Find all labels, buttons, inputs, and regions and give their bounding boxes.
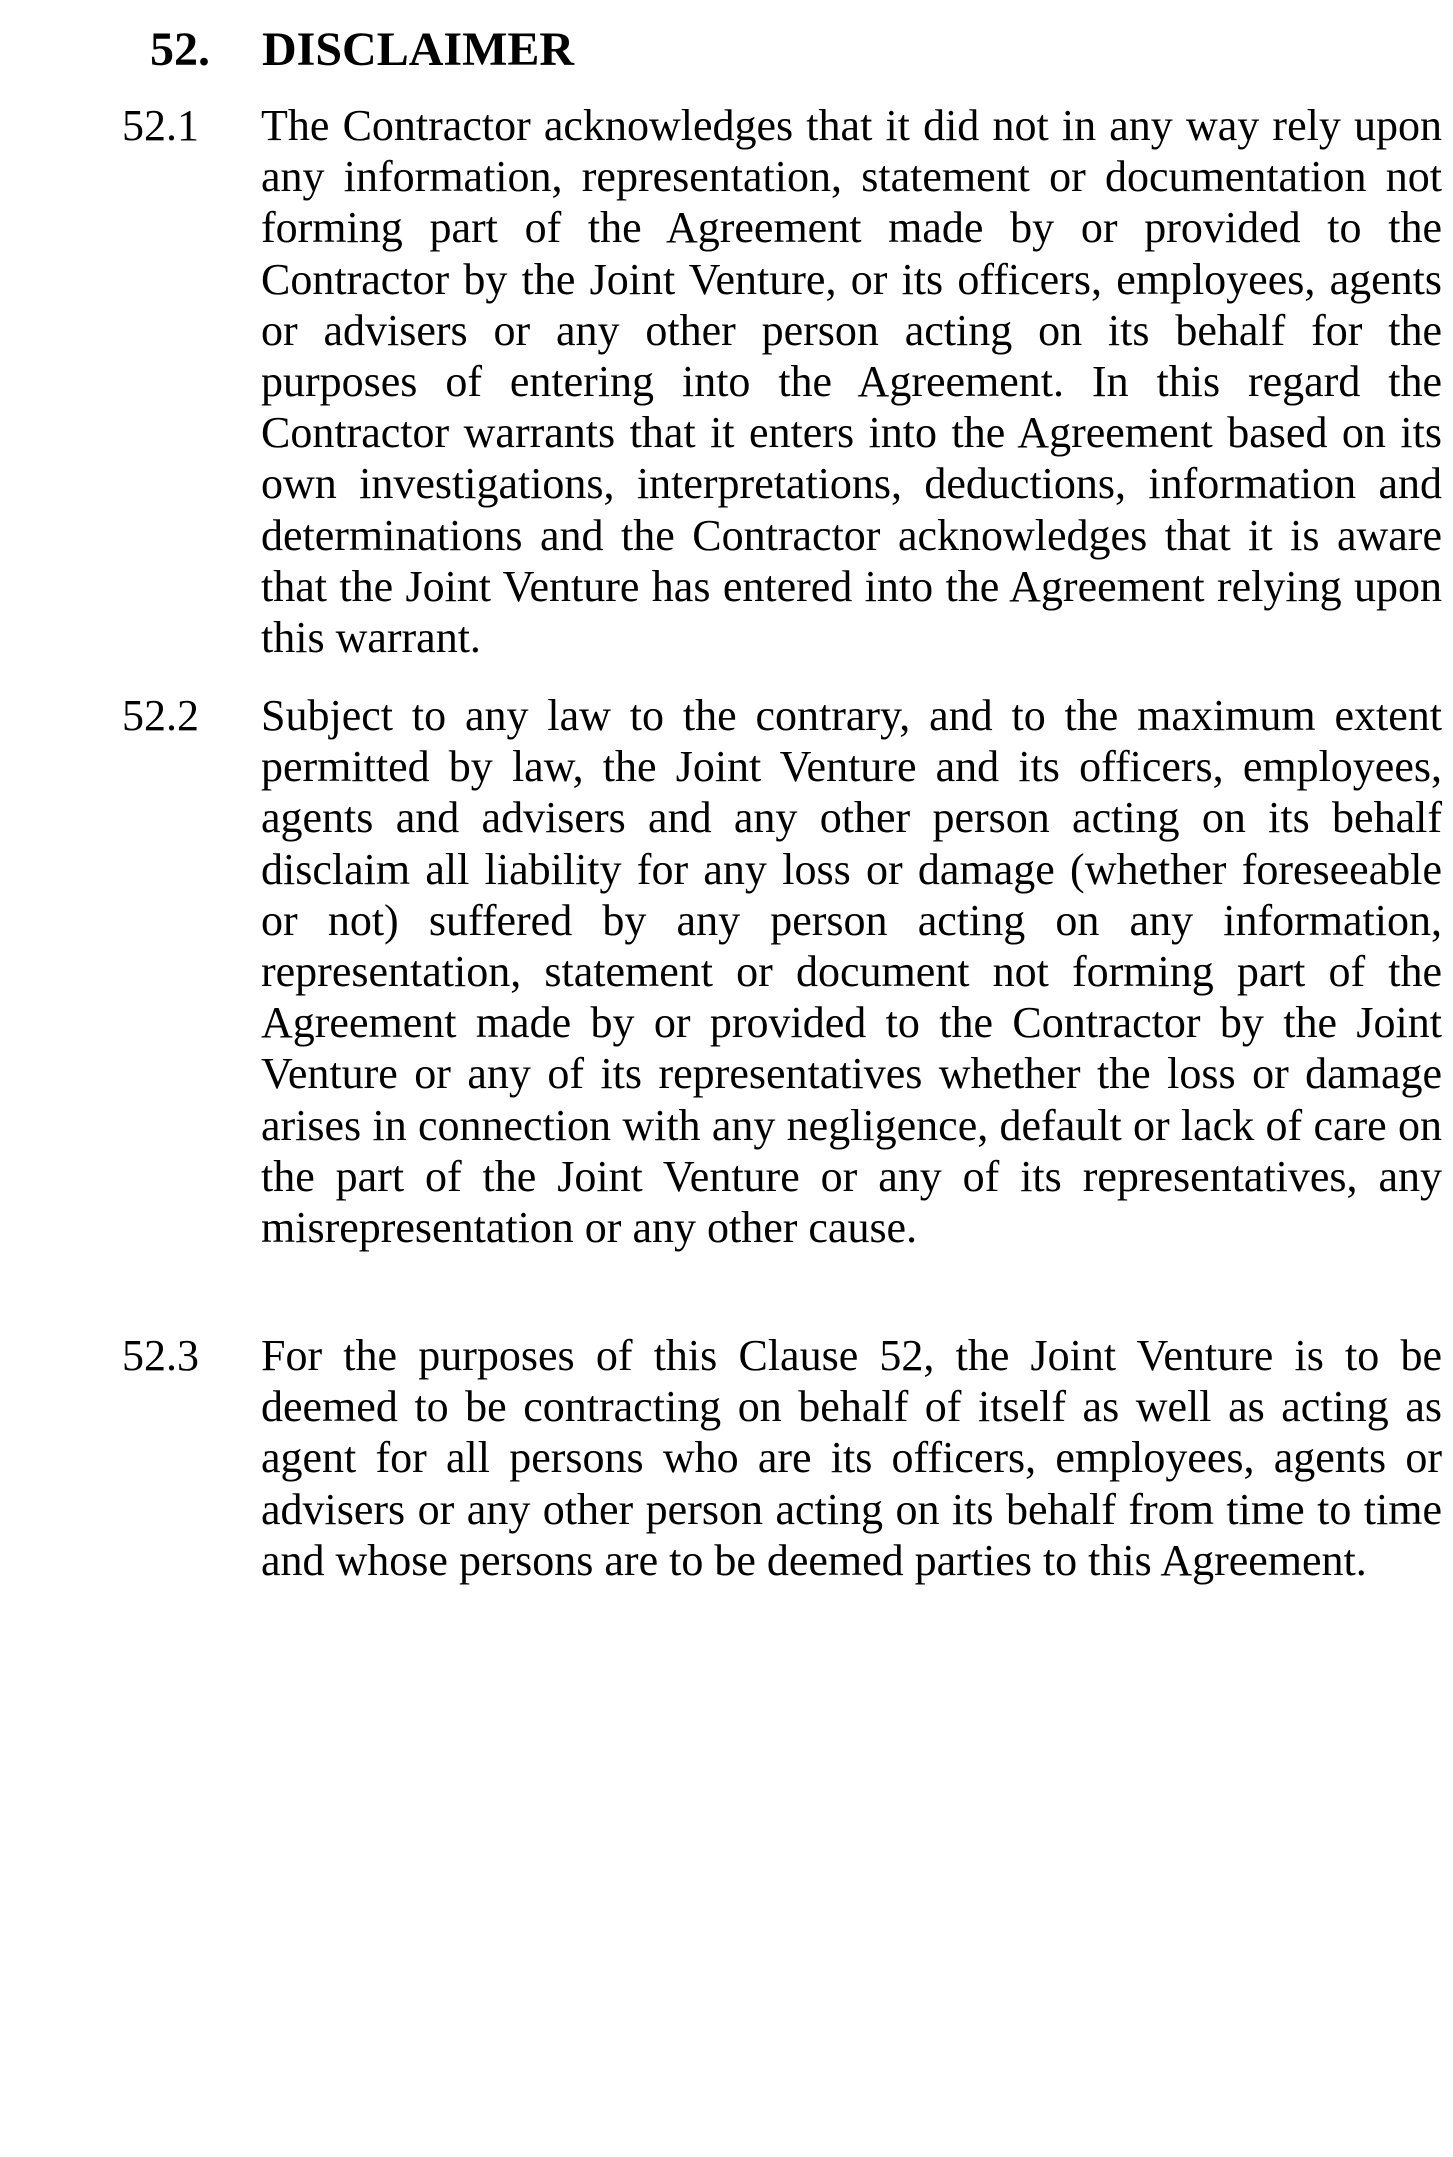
section-number: 52. [150,23,210,76]
clause-text: For the purposes of this Clause 52, the Joint Venture is to be deemed to be contracting on behalf of itself as well as acting as agent for all persons who are its officers, employees, agents or advisers or any other person acting on its behalf from time to time and whose persons are to be deemed parties to this Agreement. [261,1331,1442,1585]
clause-number: 52.3 [122,1331,199,1380]
clause-text: The Contractor acknowledges that it did not in any way rely upon any information, representation, statement or documentation not forming part of the Agreement made by or provided to the Contractor by the Joint Venture, or its officers, employees, agents or advisers or any other person acting on its behalf for the purposes of entering into the Agreement. In this regard the Contractor warrants that it enters into the Agreement based on its own investigations, interpretations, deductions, information and determinations and the Contractor acknowledges that it is aware that the Joint Venture has entered into the Agreement relying upon this warrant. [261,101,1442,663]
clause-text: Subject to any law to the contrary, and to the maximum extent permitted by law, the Joint Venture and its officers, employees, agents and advisers and any other person acting on its behalf disclaim all liability for any loss or damage (whether foreseeable or not) suffered by any person acting on any information, representation, statement or document not forming part of the Agreement made by or provided to the Contractor by the Joint Venture or any of its representatives whether the loss or damage arises in connection with any negligence, default or lack of care on the part of the Joint Venture or any of its representatives, any misrepresentation or any other cause. [261,691,1442,1253]
section-title: DISCLAIMER [262,23,575,76]
clause-number: 52.1 [122,101,199,150]
clause-number: 52.2 [122,691,199,740]
section-heading [150,20,574,80]
